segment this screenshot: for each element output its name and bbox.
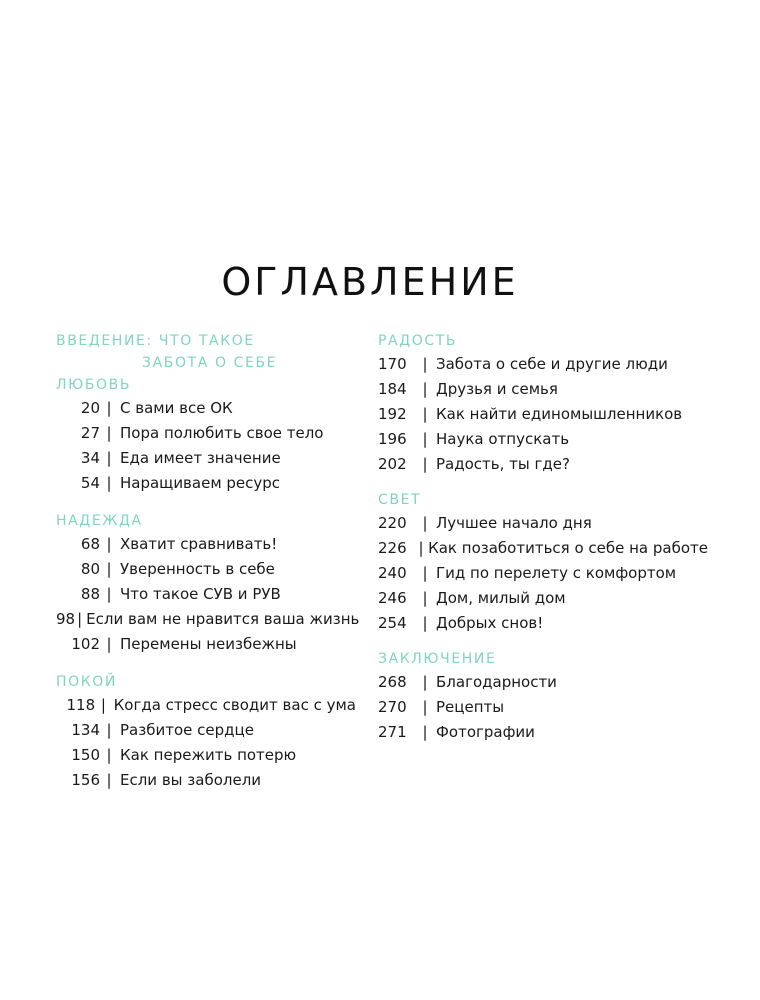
toc-entry[interactable] bbox=[56, 582, 356, 607]
page-number: 270 bbox=[378, 698, 407, 716]
entry-title: Как пережить потерю bbox=[120, 746, 297, 764]
section-heading[interactable]: СВЕТ bbox=[378, 492, 422, 508]
separator-bar: | bbox=[418, 539, 424, 557]
toc-entry[interactable] bbox=[56, 532, 356, 557]
entry-title: Забота о себе и другие люди bbox=[436, 355, 668, 373]
separator-bar: | bbox=[422, 355, 428, 373]
page-title: ОГЛАВЛЕНИЕ bbox=[221, 260, 519, 304]
entry-title: Если вы заболели bbox=[120, 771, 262, 789]
page-number: 170 bbox=[378, 355, 407, 373]
entry-title: Наращиваем ресурс bbox=[120, 474, 281, 492]
page-number: 220 bbox=[378, 514, 407, 532]
page-number: 192 bbox=[378, 405, 407, 423]
toc-entry[interactable] bbox=[56, 743, 356, 768]
page-number: 150 bbox=[71, 746, 100, 764]
entry-title: Добрых снов! bbox=[436, 614, 544, 632]
section-heading[interactable]: ПОКОЙ bbox=[56, 674, 117, 690]
separator-bar: | bbox=[106, 635, 112, 653]
page-number: 118 bbox=[66, 696, 96, 714]
toc-entry[interactable] bbox=[56, 557, 356, 582]
separator-bar: | bbox=[100, 696, 106, 714]
section-heading-introduction[interactable] bbox=[56, 330, 356, 374]
toc-entry[interactable] bbox=[56, 421, 356, 446]
page-number: 226 bbox=[378, 539, 407, 557]
toc-entry[interactable] bbox=[56, 446, 356, 471]
page-number: 27 bbox=[80, 424, 100, 442]
toc-entry[interactable] bbox=[56, 396, 356, 421]
toc-right-sections bbox=[378, 330, 708, 745]
toc-entry[interactable] bbox=[378, 670, 708, 695]
separator-bar: | bbox=[77, 610, 83, 628]
intro-heading-line-2: ЗАБОТА О СЕБЕ bbox=[142, 355, 278, 371]
toc-entry[interactable] bbox=[378, 427, 708, 452]
entry-title: Гид по перелету с комфортом bbox=[436, 564, 677, 582]
entry-title: С вами все ОК bbox=[120, 399, 233, 417]
entry-title: Радость, ты где? bbox=[436, 455, 570, 473]
page-number: 196 bbox=[378, 430, 407, 448]
toc-entry[interactable] bbox=[56, 607, 360, 632]
entry-title: Когда стресс сводит вас с ума bbox=[113, 696, 356, 714]
page-number: 134 bbox=[71, 721, 100, 739]
section-gap bbox=[56, 496, 356, 510]
separator-bar: | bbox=[106, 474, 112, 492]
toc-entry[interactable] bbox=[378, 352, 708, 377]
separator-bar: | bbox=[106, 721, 112, 739]
page-number: 202 bbox=[378, 455, 407, 473]
entry-title: Фотографии bbox=[436, 723, 535, 741]
toc-entry[interactable] bbox=[378, 377, 708, 402]
toc-entry[interactable] bbox=[378, 695, 708, 720]
separator-bar: | bbox=[422, 430, 428, 448]
toc-entry[interactable] bbox=[378, 561, 708, 586]
toc-entry[interactable] bbox=[378, 402, 708, 427]
toc-entry[interactable] bbox=[378, 452, 708, 477]
section-heading[interactable]: ЗАКЛЮЧЕНИЕ bbox=[378, 651, 497, 667]
section-gap bbox=[56, 657, 356, 671]
toc-entry[interactable] bbox=[378, 611, 708, 636]
page-number: 268 bbox=[378, 673, 407, 691]
entry-title: Что такое СУВ и РУВ bbox=[120, 585, 281, 603]
separator-bar: | bbox=[422, 698, 428, 716]
intro-heading-line-1: ВВЕДЕНИЕ: ЧТО ТАКОЕ bbox=[56, 333, 255, 349]
separator-bar: | bbox=[106, 746, 112, 764]
separator-bar: | bbox=[422, 614, 428, 632]
separator-bar: | bbox=[422, 589, 428, 607]
entry-title: Перемены неизбежны bbox=[120, 635, 297, 653]
section-gap bbox=[378, 636, 708, 648]
toc-entry[interactable] bbox=[378, 536, 708, 561]
page-number: 102 bbox=[71, 635, 100, 653]
separator-bar: | bbox=[106, 424, 112, 442]
separator-bar: | bbox=[106, 771, 112, 789]
page-number: 98 bbox=[56, 610, 76, 628]
page-number: 156 bbox=[71, 771, 100, 789]
page-number: 54 bbox=[80, 474, 100, 492]
page-number: 184 bbox=[378, 380, 407, 398]
page-number: 80 bbox=[80, 560, 100, 578]
entry-title: Друзья и семья bbox=[436, 380, 558, 398]
toc-entry[interactable] bbox=[56, 768, 356, 793]
separator-bar: | bbox=[106, 449, 112, 467]
entry-title: Хватит сравнивать! bbox=[120, 535, 278, 553]
toc-entry[interactable] bbox=[378, 511, 708, 536]
separator-bar: | bbox=[106, 399, 112, 417]
toc-entry[interactable] bbox=[56, 718, 356, 743]
page-number: 34 bbox=[80, 449, 100, 467]
separator-bar: | bbox=[422, 380, 428, 398]
entry-title: Дом, милый дом bbox=[436, 589, 566, 607]
section-heading[interactable]: РАДОСТЬ bbox=[378, 333, 458, 349]
entry-title: Как найти единомышленников bbox=[436, 405, 683, 423]
page-number: 88 bbox=[80, 585, 100, 603]
separator-bar: | bbox=[422, 405, 428, 423]
toc-entry[interactable] bbox=[56, 693, 356, 718]
separator-bar: | bbox=[106, 585, 112, 603]
separator-bar: | bbox=[422, 723, 428, 741]
toc-entry[interactable] bbox=[56, 471, 356, 496]
page-number: 254 bbox=[378, 614, 407, 632]
section-heading[interactable]: ЛЮБОВЬ bbox=[56, 377, 132, 393]
separator-bar: | bbox=[422, 564, 428, 582]
separator-bar: | bbox=[422, 673, 428, 691]
page-number: 20 bbox=[80, 399, 100, 417]
entry-title: Рецепты bbox=[436, 698, 505, 716]
separator-bar: | bbox=[106, 535, 112, 553]
entry-title: Разбитое сердце bbox=[120, 721, 254, 739]
toc-entry[interactable] bbox=[378, 586, 708, 611]
entry-title: Наука отпускать bbox=[436, 430, 570, 448]
page-number: 240 bbox=[378, 564, 407, 582]
section-heading[interactable]: НАДЕЖДА bbox=[56, 513, 143, 529]
entry-title: Еда имеет значение bbox=[120, 449, 281, 467]
toc-left-sections bbox=[56, 374, 360, 793]
toc-entry[interactable] bbox=[56, 632, 356, 657]
page-number: 68 bbox=[80, 535, 100, 553]
toc-column-right bbox=[378, 330, 708, 745]
page-number: 271 bbox=[378, 723, 407, 741]
entry-title: Благодарности bbox=[436, 673, 557, 691]
toc-entry[interactable] bbox=[378, 720, 708, 745]
entry-title: Лучшее начало дня bbox=[436, 514, 592, 532]
separator-bar: | bbox=[106, 560, 112, 578]
toc-column-left bbox=[56, 330, 360, 793]
entry-title: Уверенность в себе bbox=[120, 560, 275, 578]
separator-bar: | bbox=[422, 514, 428, 532]
section-gap bbox=[378, 477, 708, 489]
entry-title: Как позаботиться о себе на работе bbox=[428, 539, 708, 557]
page-number: 246 bbox=[378, 589, 407, 607]
entry-title: Пора полюбить свое тело bbox=[120, 424, 324, 442]
separator-bar: | bbox=[422, 455, 428, 473]
entry-title: Если вам не нравится ваша жизнь bbox=[86, 610, 360, 628]
